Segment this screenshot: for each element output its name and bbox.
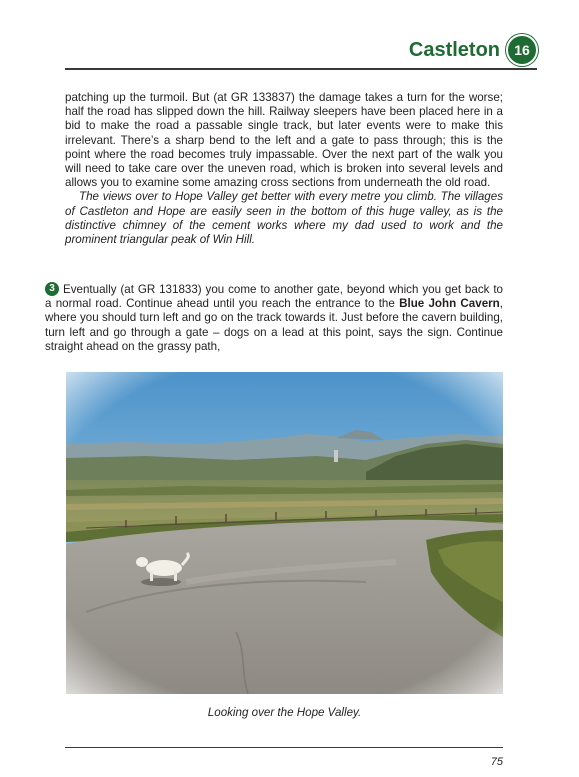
chapter-title: Castleton (408, 38, 500, 61)
step-text-end: , where you should turn left and go on the track towards it. Just before the cavern building, turn left and go through a gate – dogs on a lead at this point, says the sign. Continue straight ahead on the grassy path, (45, 297, 503, 353)
step-number-badge: 3 (45, 282, 59, 296)
photo-caption: Looking over the Hope Valley. (207, 706, 362, 719)
step-bold-place: Blue John Cavern (399, 297, 500, 311)
body-text (65, 91, 503, 247)
route-step (45, 283, 503, 354)
hope-valley-photo (66, 372, 503, 694)
italic-paragraph: The views over to Hope Valley get better with every metre you climb. The villages of Castleton and Hope are easily seen in the bottom of this huge valley, as is the distinctive chimney of the cement works where my dad used to work and the prominent triangular peak of Win Hill. (65, 190, 503, 247)
page-number: 75 (490, 756, 503, 768)
chapter-number-badge: 16 (506, 34, 538, 66)
chapter-header (409, 34, 538, 66)
paragraph: patching up the turmoil. But (at GR 133837) the damage takes a turn for the worse; half the road has slipped down the hill. Railway sleepers have been placed here in a bid to make the road a passable single track, but later events were to make this irrelevant. There’s a sharp bend to the left and a gate to pass through; this is the point where the road becomes truly impassable. Over the next part of the walk you will need to take care over the uneven road, which is broken into several levels and allows you to examine some amazing cross sections from underneath the old road. (65, 91, 503, 190)
header-rule (65, 68, 537, 70)
footer-rule (65, 747, 503, 748)
step-text-start: Eventually (at GR 131833) you come to another gate, beyond which you get back to a normal road. Continue ahead until you reach the entrance to the (45, 283, 503, 311)
